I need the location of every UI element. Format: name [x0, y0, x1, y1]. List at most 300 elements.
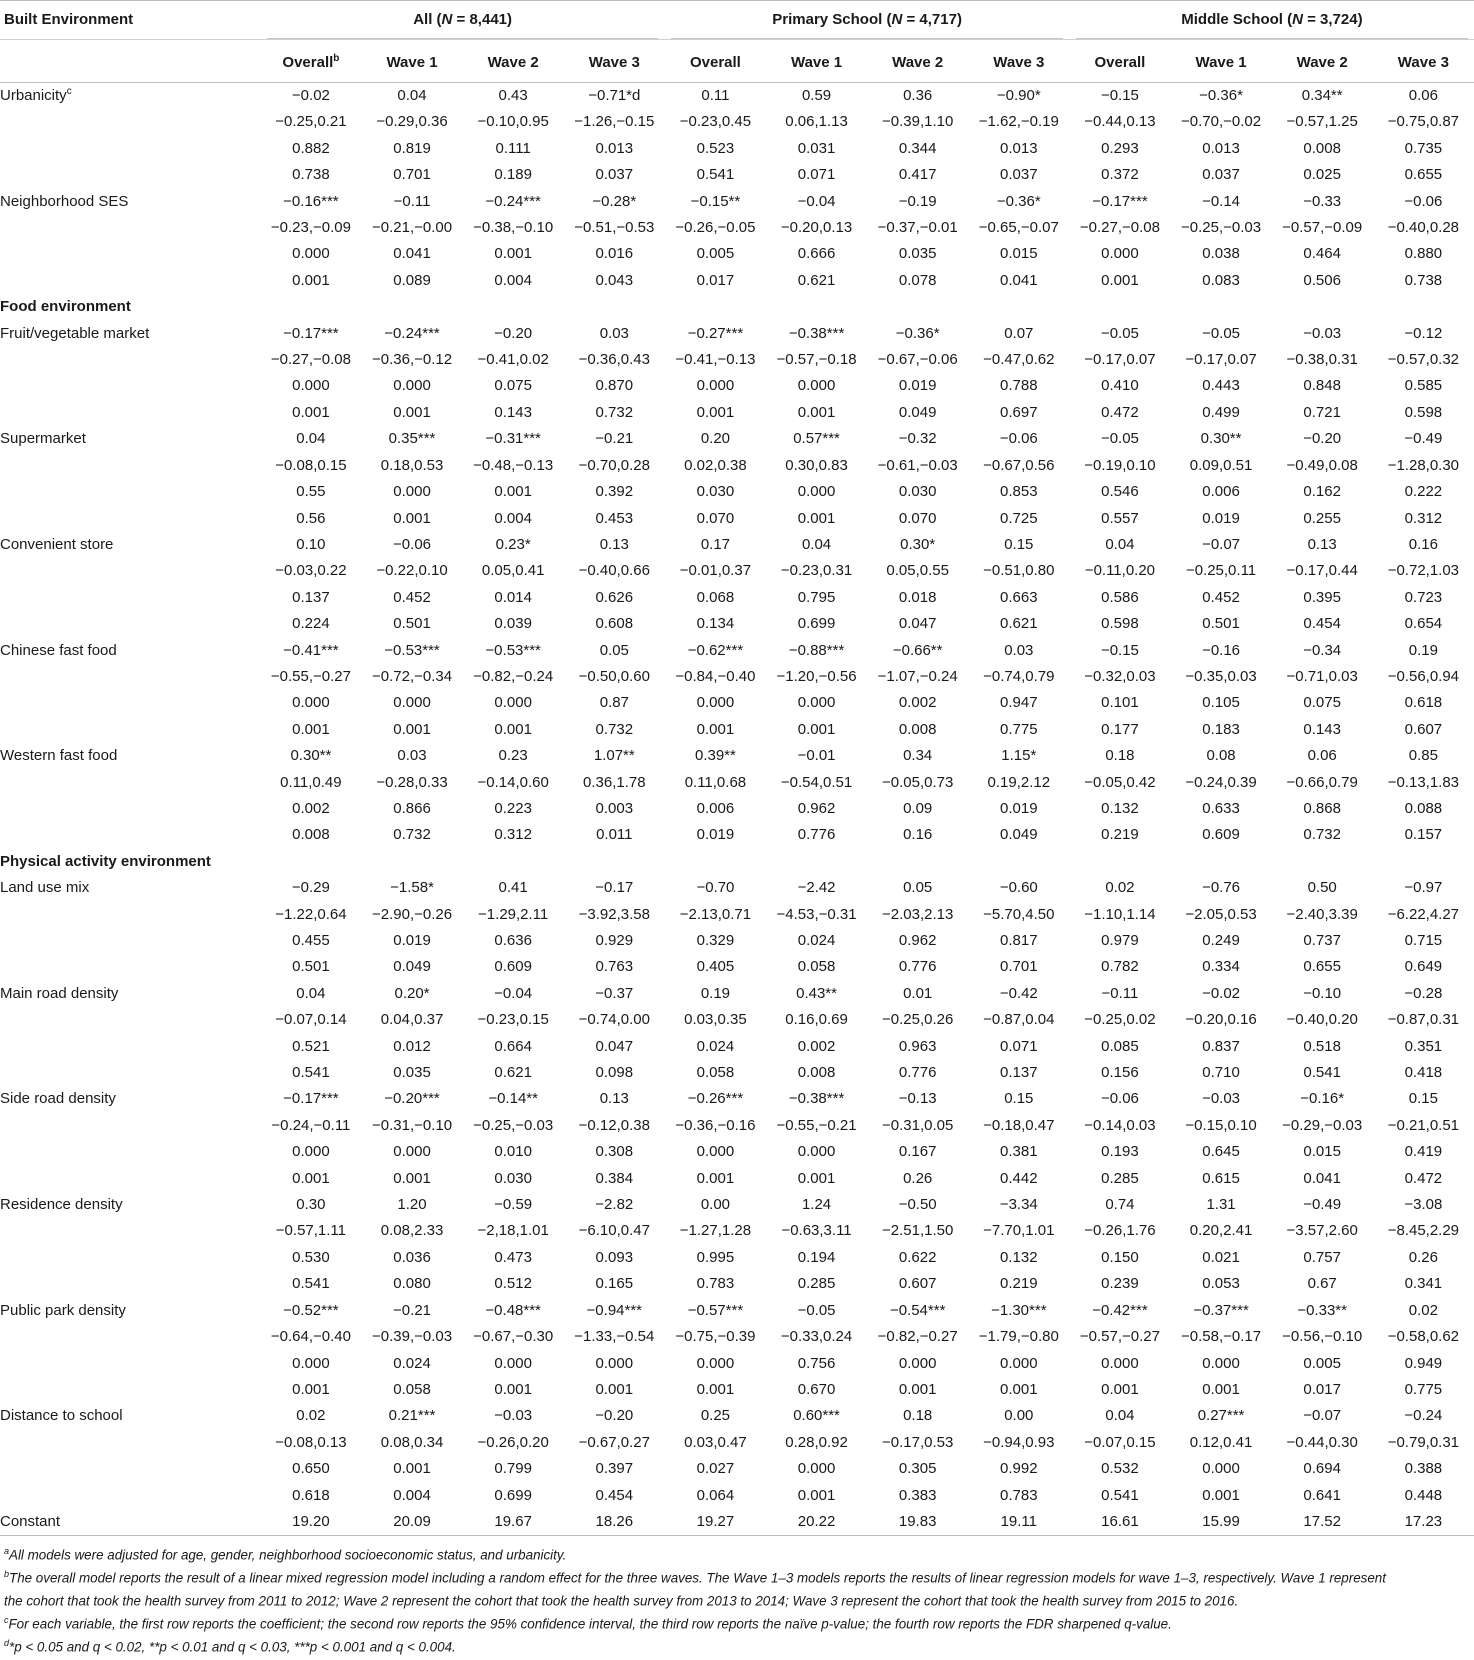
variable-label-empty: [0, 954, 260, 980]
variable-label: Western fast food: [0, 747, 118, 765]
table-cell: 0.626: [595, 588, 634, 606]
table-row: [0, 1192, 1474, 1218]
table-cell: 0.721: [1303, 403, 1341, 421]
table-row: [0, 241, 1474, 267]
table-cell: 0.384: [595, 1169, 634, 1187]
table-cell: 0.041: [393, 245, 431, 263]
table-body: [0, 83, 1474, 1536]
table-cell: −0.25,−0.03: [473, 1116, 554, 1134]
table-cell: 0.093: [595, 1248, 634, 1266]
table-cell: −0.26***: [687, 1090, 744, 1108]
table-cell: 0.000: [292, 1354, 330, 1372]
table-cell: −0.17,0.07: [1185, 351, 1257, 369]
table-cell: −0.84,−0.40: [675, 667, 756, 685]
table-cell: 0.143: [494, 403, 532, 421]
table-cell: 0.36: [903, 87, 933, 104]
table-cell: −0.40,0.66: [578, 562, 650, 580]
table-cell: 0.04,0.37: [380, 1011, 444, 1029]
variable-label-empty: [0, 268, 260, 294]
variable-label: Chinese fast food: [0, 641, 117, 659]
table-cell: −0.25,0.02: [1084, 1011, 1156, 1029]
table-cell: −0.28: [1404, 984, 1443, 1002]
table-cell: −0.49: [1303, 1196, 1342, 1214]
variable-label-empty: [0, 1483, 260, 1509]
table-cell: −0.82,−0.24: [473, 667, 554, 685]
table-cell: −0.51,0.80: [983, 562, 1055, 580]
table-cell: 0.732: [595, 720, 634, 738]
table-cell: 0.01: [903, 984, 933, 1002]
table-cell: −6.22,4.27: [1387, 905, 1460, 923]
table-cell: −0.32: [898, 430, 937, 448]
table-cell: −3.34: [999, 1196, 1038, 1214]
table-cell: 0.002: [292, 799, 330, 817]
table-cell: 0.031: [797, 139, 836, 157]
table-row: [0, 822, 1474, 848]
table-cell: 0.035: [898, 245, 937, 263]
table-cell: 0.071: [797, 166, 836, 184]
table-cell: 0.088: [1404, 799, 1443, 817]
table-cell: −0.19,0.10: [1084, 456, 1156, 474]
table-cell: 0.001: [393, 720, 431, 738]
table-row: [0, 770, 1474, 796]
variable-label: Public park density: [0, 1301, 126, 1319]
table-cell: 0.037: [595, 166, 634, 184]
table-cell: −0.54,0.51: [780, 773, 853, 791]
table-cell: 0.26: [903, 1169, 933, 1187]
table-cell: 0.782: [1101, 958, 1139, 976]
table-cell: 0.132: [1000, 1248, 1038, 1266]
table-cell: −0.38***: [788, 324, 845, 342]
table-cell: 17.23: [1373, 1509, 1474, 1536]
table-cell: 0.002: [797, 1037, 836, 1055]
table-cell: −0.04: [797, 192, 836, 210]
table-cell: 0.001: [292, 1169, 330, 1187]
table-cell: 0.992: [1000, 1460, 1038, 1478]
footnote: $^c$For each variable, the first row reports the coefficient; the second row reports the 95% confidence interval, the third row reports the naïve p-value; the fourth row reports the FDR sharpened q-value.: [4, 1615, 1172, 1632]
table-cell: 0.064: [696, 1486, 735, 1504]
table-cell: 0.03: [1004, 641, 1034, 659]
table-row: [0, 717, 1474, 743]
table-cell: 0.615: [1202, 1169, 1240, 1187]
table-row: [0, 1245, 1474, 1271]
group-header-row: [0, 1, 1474, 40]
table-cell: 0.193: [1101, 1143, 1139, 1161]
variable-label-empty: [0, 1271, 260, 1297]
table-cell: −0.33**: [1297, 1301, 1347, 1319]
table-cell: 0.775: [1000, 720, 1038, 738]
table-cell: 0.518: [1303, 1037, 1341, 1055]
table-cell: −0.58,0.62: [1387, 1328, 1460, 1346]
variable-label-empty: [0, 717, 260, 743]
table-cell: 19.83: [867, 1509, 968, 1536]
table-cell: 19.11: [968, 1509, 1069, 1536]
table-cell: 0.11,0.49: [280, 773, 342, 791]
table-cell: 0.037: [1202, 166, 1240, 184]
table-cell: −0.02: [1202, 984, 1241, 1002]
table-cell: 0.041: [1303, 1169, 1341, 1187]
column-header: Wave 1: [1170, 40, 1271, 83]
table-cell: 0.000: [494, 694, 532, 712]
table-cell: 0.557: [1101, 509, 1139, 527]
table-cell: 0.541: [292, 1275, 330, 1293]
table-cell: 0.05: [599, 641, 629, 659]
table-cell: −0.41,0.02: [477, 351, 549, 369]
column-header: Wave 3: [968, 40, 1069, 83]
table-cell: 0.03,0.47: [684, 1433, 747, 1451]
variable-label: Main road density: [0, 984, 119, 1002]
variable-label-empty: [0, 1113, 260, 1139]
table-row: [0, 664, 1474, 690]
table-cell: 0.016: [595, 245, 634, 263]
table-cell: 0.41: [498, 879, 528, 897]
table-cell: 0.001: [797, 509, 836, 527]
table-cell: 0.001: [1000, 1380, 1038, 1398]
table-cell: 0.799: [494, 1460, 532, 1478]
table-cell: −0.18,0.47: [983, 1116, 1055, 1134]
table-cell: 0.19: [1408, 641, 1438, 659]
table-cell: 0.004: [393, 1486, 431, 1504]
table-cell: −0.24***: [384, 324, 440, 342]
table-cell: −0.11,0.20: [1084, 562, 1156, 580]
table-cell: 0.024: [393, 1354, 431, 1372]
table-cell: 0.452: [1202, 588, 1240, 606]
table-cell: 20.09: [361, 1509, 462, 1536]
table-cell: 0.001: [595, 1380, 634, 1398]
table-cell: −1.28,0.30: [1387, 456, 1460, 474]
table-cell: 0.963: [898, 1037, 937, 1055]
table-cell: 0.663: [1000, 588, 1038, 606]
table-cell: 0.162: [1303, 483, 1341, 501]
table-cell: 0.001: [696, 1169, 735, 1187]
table-cell: 19.67: [463, 1509, 564, 1536]
table-cell: −0.19: [898, 192, 937, 210]
table-cell: 0.880: [1404, 245, 1443, 263]
table-cell: 0.10: [296, 535, 326, 553]
table-cell: 0.001: [1202, 1486, 1240, 1504]
table-row: [0, 1139, 1474, 1165]
table-row: [0, 1430, 1474, 1456]
footnote: the cohort that took the health survey from 2011 to 2012; Wave 2 represent the cohort that took the health survey from 2013 to 2014; Wave 3 represent the cohort that took the health survey from 2015 to 2016.: [4, 1593, 1239, 1609]
table-cell: −0.53***: [485, 641, 541, 659]
table-cell: −0.48,−0.13: [473, 456, 554, 474]
table-cell: −0.36,0.43: [578, 351, 650, 369]
table-cell: −0.41***: [283, 641, 339, 659]
table-cell: 0.464: [1303, 245, 1341, 263]
table-row: [0, 136, 1474, 162]
table-cell: 0.070: [696, 509, 735, 527]
table-cell: 0.633: [1202, 799, 1240, 817]
table-cell: 0.541: [292, 1064, 330, 1082]
table-cell: −0.26,1.76: [1084, 1222, 1156, 1240]
table-cell: 0.20,2.41: [1189, 1222, 1253, 1240]
table-cell: 0.344: [898, 139, 937, 157]
table-row: [0, 1007, 1474, 1033]
table-cell: 0.645: [1202, 1143, 1240, 1161]
table-cell: −0.03: [494, 1407, 533, 1425]
table-cell: −0.13,1.83: [1387, 773, 1460, 791]
table-cell: −0.67,0.56: [983, 456, 1055, 474]
table-cell: −1.58*: [390, 879, 434, 897]
table-row: [0, 954, 1474, 980]
table-cell: 0.001: [1101, 1380, 1139, 1398]
table-row: [0, 796, 1474, 822]
column-header: Overall: [665, 40, 766, 83]
table-cell: 0.312: [1404, 509, 1443, 527]
table-cell: 0.000: [393, 483, 431, 501]
table-cell: −0.49: [1404, 430, 1443, 448]
table-cell: 0.453: [595, 509, 634, 527]
table-cell: 0.499: [1202, 403, 1240, 421]
table-cell: −0.90*: [996, 87, 1041, 104]
table-cell: −0.75,0.87: [1387, 113, 1460, 131]
table-cell: 0.334: [1202, 958, 1240, 976]
table-cell: −0.54***: [889, 1301, 946, 1319]
table-cell: 0.049: [898, 403, 937, 421]
variable-label: Fruit/vegetable market: [0, 324, 150, 342]
table-cell: 0.003: [595, 799, 634, 817]
table-cell: −0.11: [1101, 984, 1139, 1002]
table-cell: 0.28,0.92: [785, 1433, 848, 1451]
table-cell: 0.701: [1000, 958, 1038, 976]
table-cell: −0.66**: [892, 641, 943, 659]
table-cell: 0.472: [1404, 1169, 1443, 1187]
table-cell: −0.14**: [488, 1090, 538, 1108]
table-cell: −0.15: [1100, 87, 1139, 104]
table-cell: 0.014: [494, 588, 532, 606]
table-row: [0, 373, 1474, 399]
table-cell: 0.001: [1101, 271, 1139, 289]
table-cell: 0.521: [292, 1037, 330, 1055]
table-cell: 0.03,0.35: [684, 1011, 747, 1029]
table-cell: −0.57,−0.27: [1079, 1328, 1160, 1346]
table-cell: 0.608: [595, 615, 634, 633]
table-cell: 0.701: [393, 166, 431, 184]
table-row: [0, 743, 1474, 769]
table-cell: 0.001: [494, 1380, 532, 1398]
table-cell: 0.598: [1101, 615, 1139, 633]
table-cell: 0.419: [1404, 1143, 1443, 1161]
table-cell: −0.36*: [895, 324, 940, 342]
table-cell: −0.37***: [1193, 1301, 1249, 1319]
table-cell: 0.000: [1000, 1354, 1038, 1372]
table-cell: −0.36*: [996, 192, 1041, 210]
variable-label-empty: [0, 928, 260, 954]
table-cell: −0.05: [1100, 324, 1139, 342]
table-cell: −0.15,0.10: [1185, 1116, 1257, 1134]
table-cell: 0.000: [393, 694, 431, 712]
table-cell: 0.053: [1202, 1275, 1240, 1293]
table-cell: −0.56,−0.10: [1282, 1328, 1363, 1346]
table-cell: 0.177: [1101, 720, 1139, 738]
variable-label-empty: [0, 347, 260, 373]
table-cell: 1.07**: [593, 747, 635, 765]
table-cell: 0.795: [797, 588, 836, 606]
variable-label-empty: [0, 558, 260, 584]
table-cell: −0.23,0.31: [780, 562, 853, 580]
table-cell: 0.000: [797, 1460, 836, 1478]
table-cell: 0.541: [696, 166, 735, 184]
table-cell: −1.30***: [991, 1301, 1047, 1319]
table-cell: −2.90,−0.26: [371, 905, 453, 923]
table-cell: −0.34: [1303, 641, 1342, 659]
table-cell: 0.87: [599, 694, 629, 712]
table-cell: 0.512: [494, 1275, 532, 1293]
table-cell: −0.50: [898, 1196, 937, 1214]
table-cell: −0.08,0.15: [275, 456, 347, 474]
table-cell: 0.011: [596, 826, 633, 844]
variable-label-empty: [0, 506, 260, 532]
table-cell: 18.26: [564, 1509, 665, 1536]
table-row: [0, 1324, 1474, 1350]
table-cell: 0.019: [1000, 799, 1038, 817]
table-cell: 0.019: [696, 826, 735, 844]
variable-label-empty: [0, 1324, 260, 1350]
table-cell: −0.05: [1100, 430, 1139, 448]
variable-label-empty: [0, 400, 260, 426]
table-cell: −0.27,−0.08: [270, 351, 351, 369]
table-cell: 0.183: [1202, 720, 1240, 738]
table-cell: −0.49,0.08: [1286, 456, 1358, 474]
table-cell: 0.351: [1404, 1037, 1443, 1055]
table-cell: 0.30: [296, 1196, 326, 1214]
table-cell: 0.000: [1101, 245, 1139, 263]
table-cell: −0.11: [393, 192, 431, 210]
table-row: [0, 902, 1474, 928]
table-cell: 0.030: [898, 483, 937, 501]
table-cell: 0.18: [903, 1407, 933, 1425]
table-cell: 0.000: [1202, 1460, 1240, 1478]
table-cell: 0.541: [1101, 1486, 1139, 1504]
table-cell: 0.285: [797, 1275, 836, 1293]
table-cell: 0.00: [1004, 1407, 1034, 1425]
table-cell: 0.025: [1303, 166, 1341, 184]
table-cell: −0.20: [494, 324, 533, 342]
table-cell: −0.88***: [788, 641, 845, 659]
table-row: [0, 268, 1474, 294]
table-cell: 0.03: [599, 324, 629, 342]
table-cell: 0.30*: [900, 535, 936, 553]
table-cell: 0.452: [393, 588, 431, 606]
table-cell: −0.70,−0.02: [1181, 113, 1262, 131]
table-cell: −3.57,2.60: [1286, 1222, 1358, 1240]
table-cell: 0.255: [1303, 509, 1341, 527]
table-cell: 0.607: [1404, 720, 1443, 738]
table-cell: −0.42***: [1092, 1301, 1148, 1319]
table-cell: 0.285: [1101, 1169, 1139, 1187]
table-row: [0, 1034, 1474, 1060]
table-cell: 0.047: [898, 615, 937, 633]
table-cell: −0.33: [1303, 192, 1342, 210]
variable-label-empty: [0, 1377, 260, 1403]
table-cell: 0.699: [797, 615, 836, 633]
table-cell: −0.59: [494, 1196, 533, 1214]
table-row: [0, 1377, 1474, 1403]
table-cell: −0.24***: [485, 192, 541, 210]
table-cell: −0.75,−0.39: [675, 1328, 756, 1346]
table-cell: 0.756: [797, 1354, 836, 1372]
table-cell: 1.31: [1206, 1196, 1236, 1214]
table-cell: 0.000: [696, 1143, 735, 1161]
table-cell: 0.837: [1202, 1037, 1240, 1055]
variable-label-empty: [0, 690, 260, 716]
table-cell: 0.001: [494, 245, 532, 263]
table-cell: −0.21: [595, 430, 634, 448]
table-row: [0, 109, 1474, 135]
table-cell: 0.455: [292, 932, 330, 949]
table-cell: −0.50,0.60: [578, 667, 650, 685]
table-cell: 0.776: [898, 958, 937, 976]
table-cell: 0.43**: [796, 984, 837, 1002]
table-cell: 0.34**: [1301, 87, 1343, 104]
table-cell: 0.010: [494, 1143, 532, 1161]
table-row: [0, 1298, 1474, 1324]
table-cell: 0.037: [1000, 166, 1038, 184]
table-cell: 0.03: [397, 747, 427, 765]
table-cell: −0.24,−0.11: [271, 1116, 351, 1134]
table-cell: 0.001: [696, 720, 735, 738]
table-cell: 0.23*: [495, 535, 531, 553]
table-cell: 1.24: [801, 1196, 832, 1214]
table-cell: 0.308: [595, 1143, 634, 1161]
table-cell: −0.31,0.05: [882, 1116, 954, 1134]
table-cell: −0.14: [1202, 192, 1241, 210]
table-cell: −0.40,0.20: [1286, 1011, 1358, 1029]
table-cell: −0.57,1.25: [1286, 113, 1358, 131]
table-cell: 19.20: [260, 1509, 361, 1536]
table-cell: 0.001: [898, 1380, 937, 1398]
table-row: [0, 981, 1474, 1007]
table-row: [0, 558, 1474, 584]
table-cell: −0.38,0.31: [1286, 351, 1358, 369]
table-cell: −0.29,−0.03: [1282, 1116, 1363, 1134]
table-cell: 0.670: [797, 1380, 836, 1398]
table-cell: 0.418: [1404, 1064, 1443, 1082]
table-cell: −0.07: [1303, 1407, 1342, 1425]
table-cell: 0.650: [292, 1460, 330, 1478]
table-cell: 0.776: [898, 1064, 937, 1082]
table-cell: 0.55: [296, 483, 326, 501]
table-cell: −0.41,−0.13: [675, 351, 756, 369]
table-row: [0, 928, 1474, 954]
table-cell: 0.372: [1101, 166, 1139, 184]
column-header: Wave 1: [361, 40, 462, 83]
table-cell: 0.723: [1404, 588, 1443, 606]
table-cell: 0.329: [696, 932, 735, 949]
table-cell: 0.000: [1202, 1354, 1240, 1372]
table-cell: 0.546: [1101, 483, 1139, 501]
table-cell: 0.775: [1404, 1380, 1443, 1398]
table-cell: 0.995: [696, 1248, 735, 1266]
table-cell: 0.039: [494, 615, 532, 633]
table-cell: −0.65,−0.07: [978, 219, 1059, 237]
table-cell: 0.02: [1408, 1301, 1438, 1319]
table-cell: 0.20: [700, 430, 731, 448]
variable-label-empty: [0, 1139, 260, 1165]
table-cell: −0.39,−0.03: [371, 1328, 453, 1346]
variable-label-empty: [0, 1456, 260, 1482]
table-row: [0, 611, 1474, 637]
table-row: [0, 585, 1474, 611]
table-row: [0, 638, 1474, 664]
table-cell: 0.000: [494, 1354, 532, 1372]
table-cell: 0.024: [696, 1037, 735, 1055]
table-cell: 0.732: [595, 403, 634, 421]
table-cell: −0.39,1.10: [882, 113, 954, 131]
table-cell: 0.641: [1303, 1486, 1341, 1504]
table-row: [0, 347, 1474, 373]
table-cell: −7.70,1.01: [983, 1222, 1055, 1240]
table-cell: 0.04: [1105, 535, 1135, 553]
